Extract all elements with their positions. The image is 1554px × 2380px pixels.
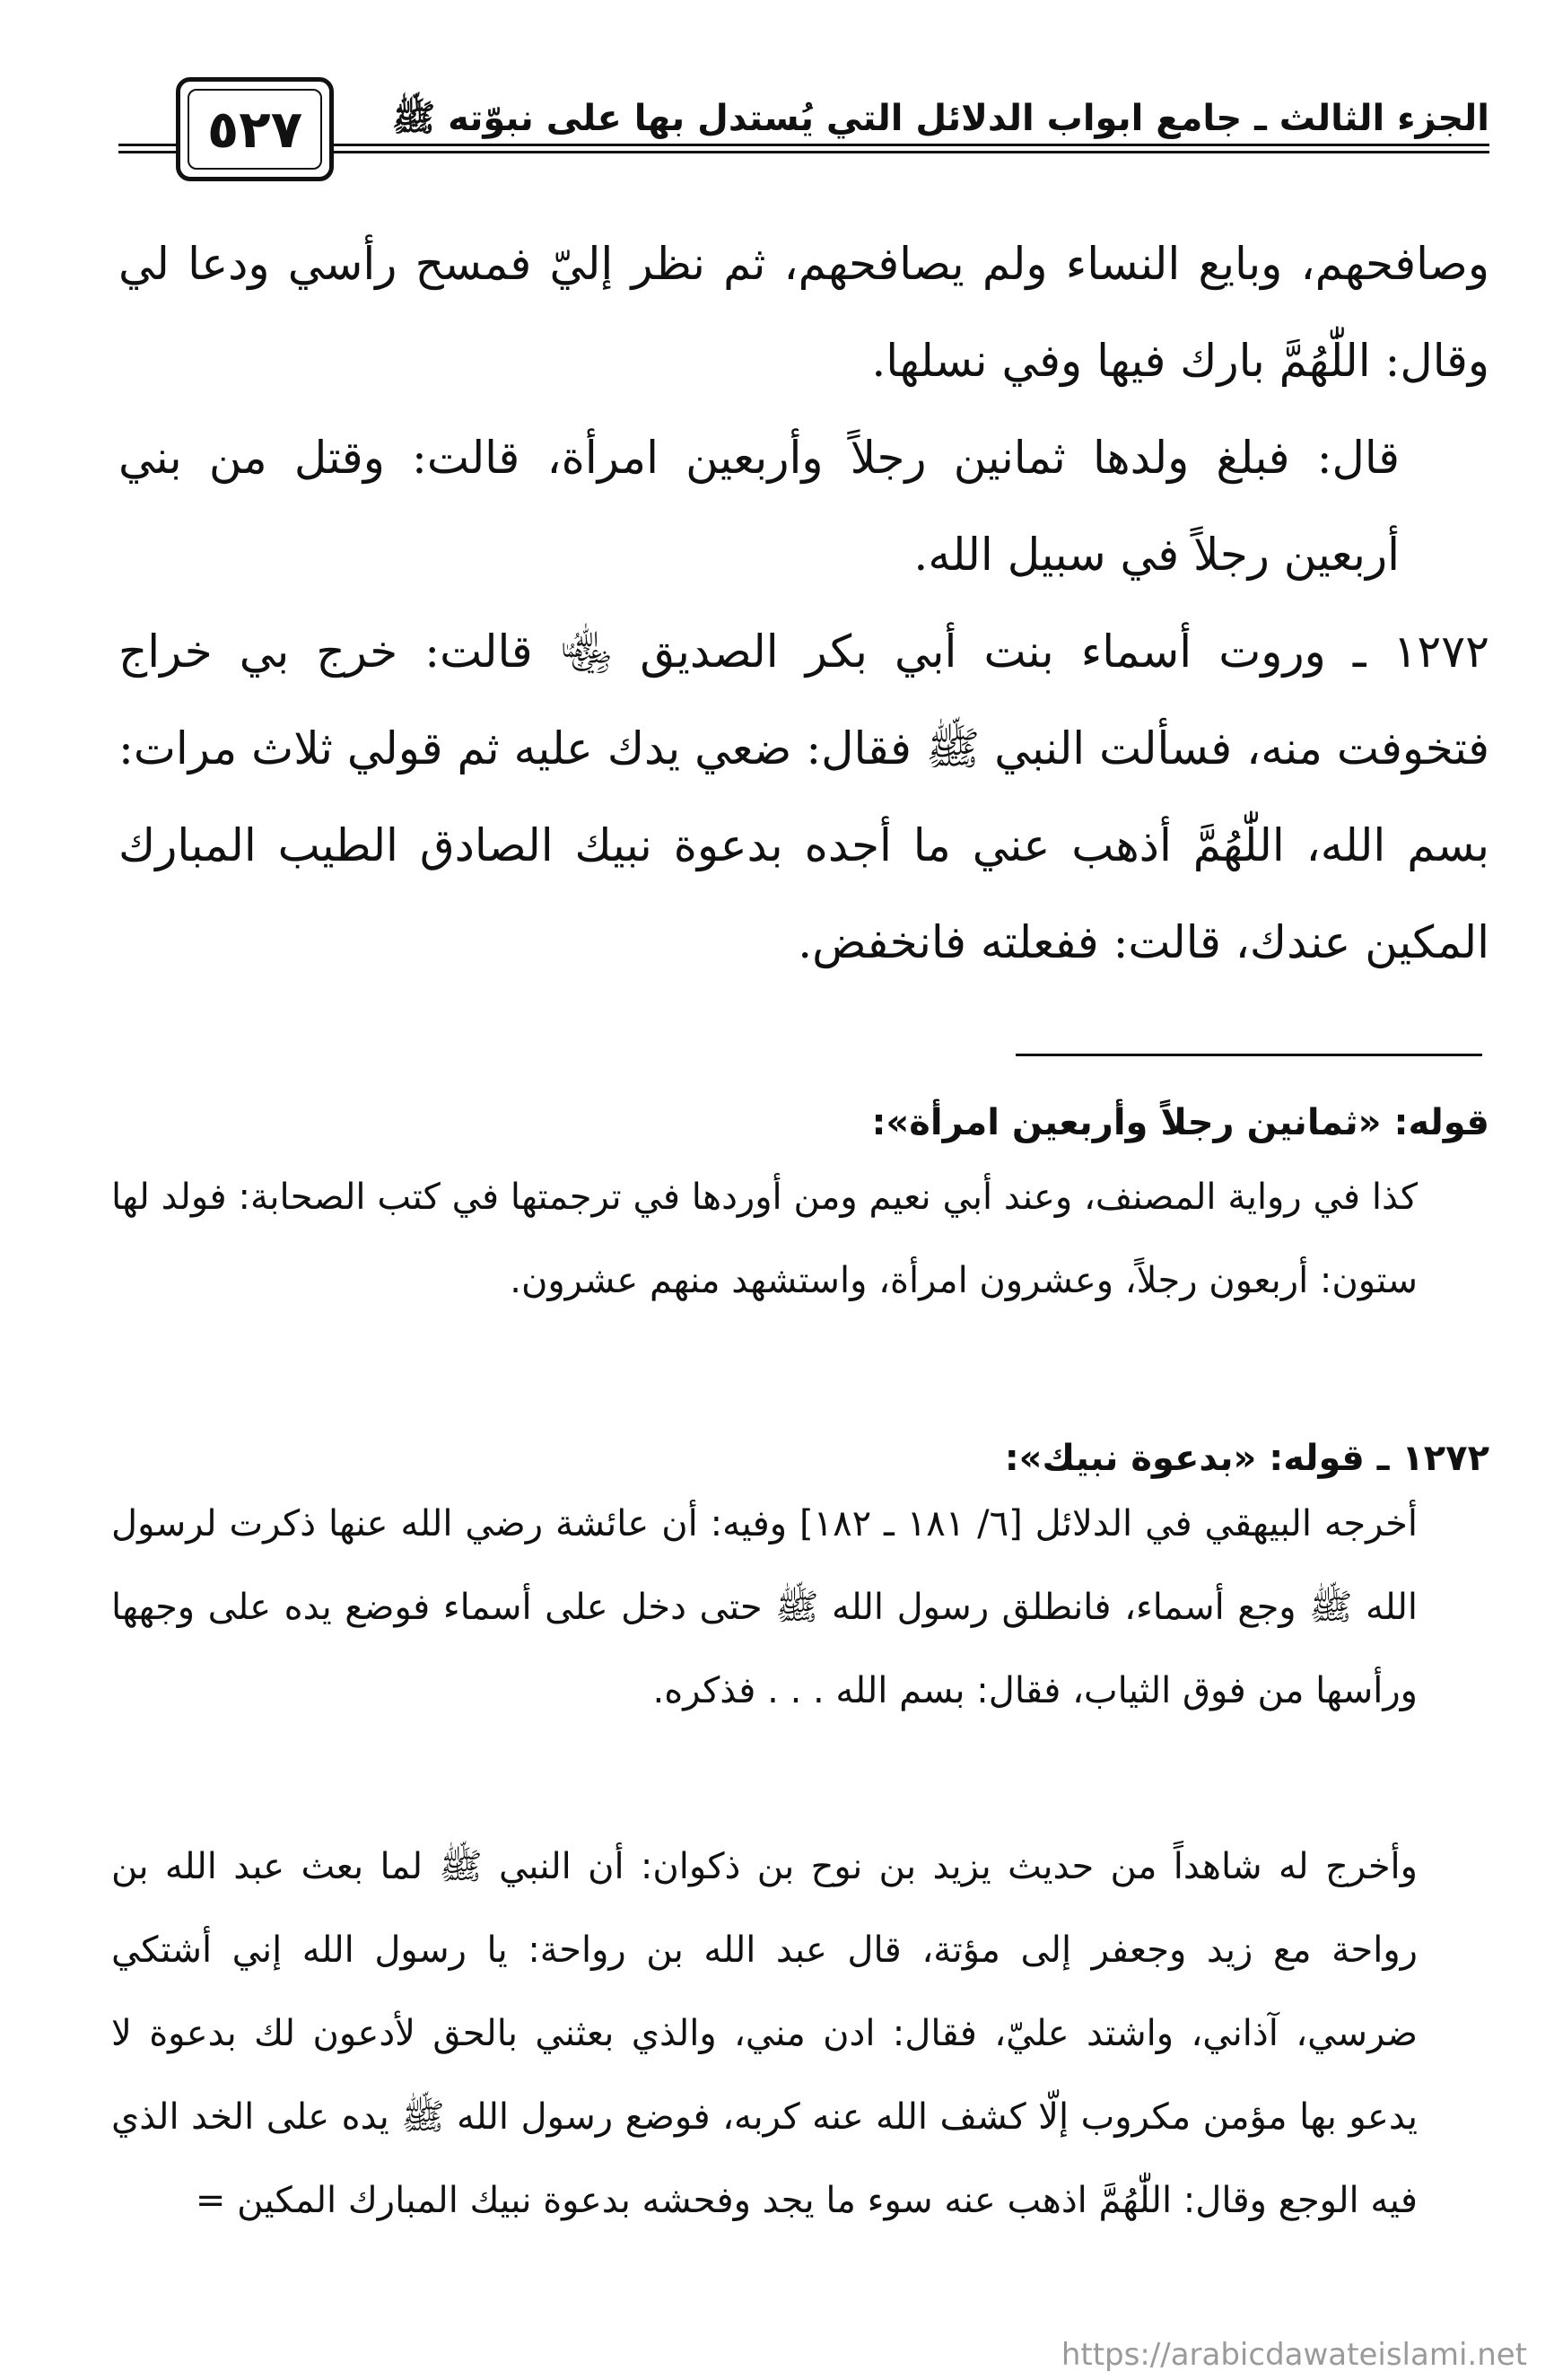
footnote-1-heading: قوله: «ثمانين رجلاً وأربعين امرأة»:	[871, 1102, 1489, 1143]
watermark-url: https://arabicdawateislami.net	[1061, 2337, 1527, 2373]
main-paragraph-3: ١٢٧٢ ـ وروت أسماء بنت أبي بكر الصديق ﵄ قالت: خرج بي خراج فتخوفت منه، فسألت النبي ﷺ فقال: ضعي يدك عليه ثم قولي ثلاث مرات: بسم الله، اللّٰهُمَّ أذهب عني ما أجده بدعوة نبيك الصادق الطيب المبارك المكين عندك، قالت: ففعلته فانخفض.	[118, 626, 1489, 968]
main-paragraph-2: قال: فبلغ ولدها ثمانين رجلاً وأربعين امرأة، قالت: وقتل من بني أربعين رجلاً في سبيل الله.	[118, 432, 1400, 581]
main-text	[118, 215, 1489, 991]
header-rule-left-lower	[118, 151, 176, 153]
footnote-2-heading: ١٢٧٢ ـ قوله: «بدعوة نبيك»:	[1004, 1438, 1489, 1479]
header-rule	[334, 144, 1489, 146]
header-rule-left	[118, 144, 176, 146]
footnote-2-body-1: أخرجه البيهقي في الدلائل [٦/ ١٨١ ـ ١٨٢] وفيه: أن عائشة رضي الله عنها ذكرت لرسول الله ﷺ وجع أسماء، فانطلق رسول الله ﷺ حتى دخل على أسماء فوضع يده على وجهها ورأسها من فوق الثياب، فقال: بسم الله . . . فذكره.	[111, 1503, 1418, 1711]
page-number: ٥٢٧	[206, 99, 303, 160]
page-number-box	[176, 77, 334, 181]
header-rule-lower	[334, 151, 1489, 153]
footnote-1-body: كذا في رواية المصنف، وعند أبي نعيم ومن أوردها في ترجمتها في كتب الصحابة: فولد لها ستون: أربعون رجلاً، وعشرون امرأة، واستشهد منهم عشرون.	[111, 1177, 1418, 1301]
running-title: الجزء الثالث ـ جامع ابواب الدلائل التي يُستدل بها على نبوّته ﷺ	[391, 98, 1489, 139]
main-paragraph-1: وصافحهم، وبايع النساء ولم يصافحهم، ثم نظر إليّ فمسح رأسي ودعا لي وقال: اللّٰهُمَّ بارك فيها وفي نسلها.	[118, 238, 1489, 387]
footnote-2-body-2: وأخرج له شاهداً من حديث يزيد بن نوح بن ذكوان: أن النبي ﷺ لما بعث عبد الله بن رواحة مع زيد وجعفر إلى مؤتة، قال عبد الله بن رواحة: يا رسول الله إني أشتكي ضرسي، آذاني، واشتد عليّ، فقال: ادن مني، والذي بعثني بالحق لأدعون لك بدعوة لا يدعو بها مؤمن مكروب إلّا كشف الله عنه كربه، فوضع رسول الله ﷺ يده على الخد الذي فيه الوجع وقال: اللّٰهُمَّ اذهب عنه سوء ما يجد وفحشه بدعوة نبيك المبارك المكين =	[111, 1846, 1418, 2221]
footnote-separator	[1016, 1054, 1482, 1056]
